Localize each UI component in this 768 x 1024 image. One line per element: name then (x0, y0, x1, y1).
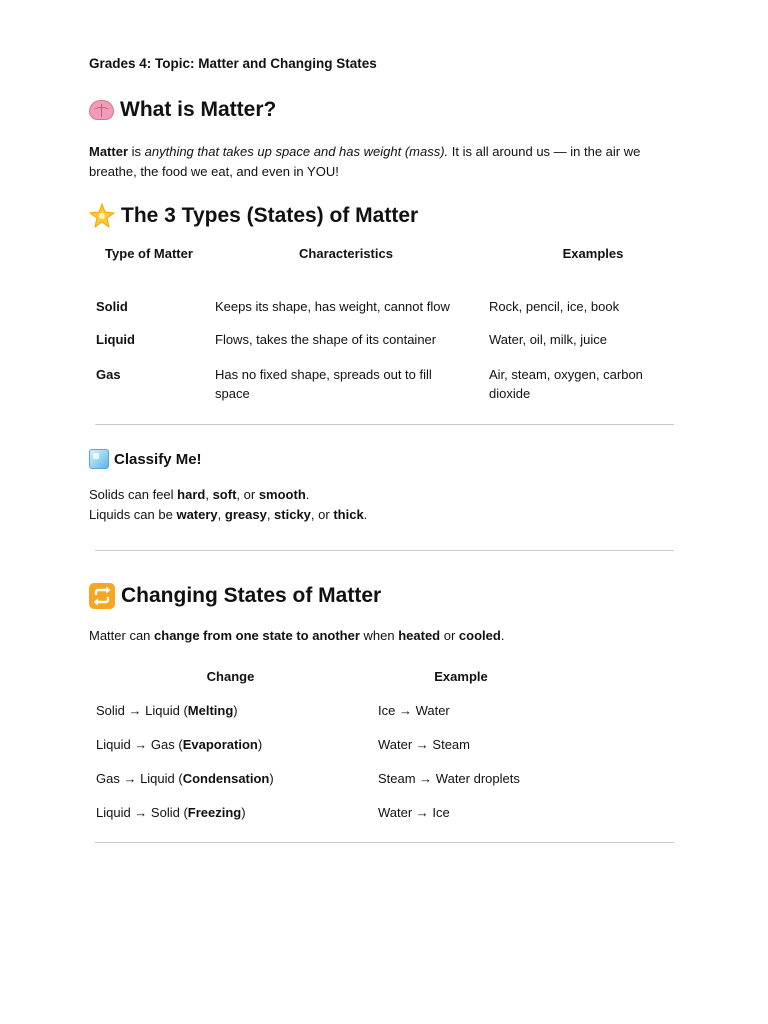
emphasis-text: change from one state to another (154, 628, 360, 643)
table-cell-characteristics: Has no fixed shape, spreads out to fill space (215, 367, 432, 401)
change-text: ) (257, 737, 263, 752)
repeat-arrows-icon (89, 583, 115, 609)
paragraph-text: , (217, 506, 225, 522)
table-cell-change (96, 735, 366, 754)
table-cell-change (96, 803, 366, 822)
emphasis-text: heated (398, 628, 441, 643)
process-name: Melting (187, 703, 234, 718)
change-text: Solid → Liquid ( (96, 703, 188, 718)
matter-definition-paragraph (89, 142, 689, 181)
paragraph-text: , or (236, 487, 259, 502)
section-heading-what-is-matter (89, 98, 276, 122)
table-cell-characteristics: Keeps its shape, has weight, cannot flow (215, 299, 450, 314)
paragraph-text: It is all around us — in the air we (448, 144, 641, 159)
column-header-characteristics: Characteristics (299, 246, 393, 261)
section-heading-text: What is Matter? (120, 98, 277, 121)
table-cell-example: Water → Steam (378, 737, 470, 752)
texture-word: thick (333, 506, 364, 522)
divider (95, 424, 674, 425)
paragraph-text: is (128, 144, 145, 159)
texture-word: hard (177, 487, 206, 502)
paragraph-text: . (500, 628, 505, 643)
change-text: ) (241, 805, 246, 820)
classify-heading-text: Classify Me! (114, 450, 202, 468)
matter-term: Matter (89, 144, 129, 159)
table-cell-characteristics: Flows, takes the shape of its container (215, 332, 437, 347)
change-text: ) (233, 703, 238, 718)
paragraph-text: Solids can feel (89, 487, 178, 502)
column-header-example: Example (434, 669, 488, 684)
change-text: ) (269, 771, 274, 786)
paragraph-text: , (266, 506, 275, 522)
process-name: Evaporation (182, 737, 258, 752)
table-cell-example: Ice → Water (378, 703, 450, 718)
emphasis-text: cooled (458, 628, 501, 643)
matter-definition: anything that takes up space and has weight (mass). (144, 144, 449, 159)
texture-word: sticky (274, 506, 311, 522)
changing-states-intro (89, 626, 689, 646)
paragraph-text: Liquids can be (89, 506, 177, 522)
column-header-type: Type of Matter (105, 246, 193, 261)
paragraph-text: breathe, the food we eat, and even in YOU! (89, 163, 339, 179)
paragraph-text: when (359, 628, 399, 643)
table-cell-example: Steam → Water droplets (378, 771, 520, 786)
process-name: Condensation (182, 771, 270, 786)
classify-paragraph (89, 485, 689, 524)
process-name: Freezing (187, 805, 242, 820)
paragraph-text: . (305, 487, 310, 502)
paragraph-text: , or (310, 506, 334, 522)
table-cell-examples: Water, oil, milk, juice (489, 332, 607, 347)
ice-cube-icon (89, 449, 109, 469)
texture-word: watery (176, 506, 218, 522)
divider (95, 550, 674, 551)
section-heading-types-of-matter (89, 203, 418, 229)
document-title: Grades 4: Topic: Matter and Changing States (89, 56, 377, 71)
table-cell-examples: Rock, pencil, ice, book (489, 299, 620, 314)
paragraph-text: , (205, 487, 213, 502)
paragraph-text: . (363, 506, 368, 522)
table-cell-type: Gas (96, 367, 121, 382)
texture-word: soft (212, 487, 237, 502)
texture-word: greasy (224, 506, 267, 522)
divider (95, 842, 674, 843)
column-header-examples: Examples (562, 246, 624, 261)
change-text: Liquid → Solid ( (96, 805, 188, 820)
table-cell-type: Liquid (96, 332, 135, 347)
change-text: Liquid → Gas ( (96, 737, 183, 752)
brain-icon (89, 100, 114, 120)
table-cell-example: Water → Ice (378, 805, 450, 820)
table-cell-change (96, 769, 366, 788)
paragraph-text: or (440, 628, 459, 643)
change-text: Gas → Liquid ( (96, 771, 183, 786)
texture-word: smooth (258, 487, 306, 502)
table-cell-change (96, 701, 366, 720)
table-cell-examples: Air, steam, oxygen, carbon dioxide (489, 367, 643, 401)
column-header-change: Change (206, 669, 255, 684)
classify-heading (89, 449, 202, 469)
section-heading-changing-states (89, 583, 381, 609)
section-heading-text: Changing States of Matter (121, 584, 382, 607)
glowing-star-icon (89, 203, 115, 229)
table-cell-type: Solid (96, 299, 128, 314)
section-heading-text: The 3 Types (States) of Matter (121, 204, 419, 227)
paragraph-text: Matter can (89, 628, 155, 643)
